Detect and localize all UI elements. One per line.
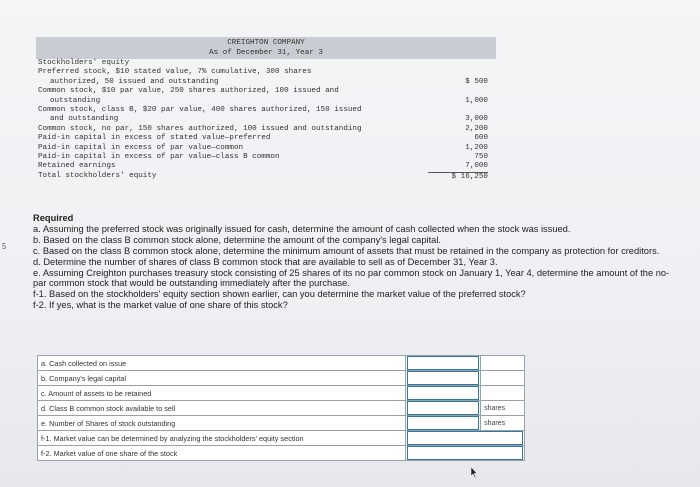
row-label: authorized, 50 issued and outstanding (50, 77, 219, 86)
row-label: Preferred stock, $10 stated value, 7% cumulative, 300 shares (38, 68, 312, 77)
row-label: Common stock, $10 par value, 250 shares authorized, 100 issued and (38, 87, 339, 96)
row-label: Total stockholders' equity (38, 171, 157, 180)
mouse-pointer-icon (470, 467, 478, 481)
answer-input[interactable] (407, 371, 479, 385)
statement-row (36, 162, 496, 171)
required-item-c: c. Based on the class B common stock alone, determine the minimum amount of assets that must be retained in the company as protection for creditors. (33, 245, 660, 256)
required-section (33, 213, 678, 311)
statement-row (36, 87, 496, 96)
answer-cell (406, 446, 525, 461)
statement-row (36, 115, 496, 124)
statement-row (36, 106, 496, 115)
row-amount: 2,200 (465, 124, 488, 133)
required-title: Required (33, 213, 74, 223)
statement-row (36, 68, 496, 77)
statement-row (36, 125, 496, 134)
statement-row (36, 153, 496, 162)
row-amount: 1,000 (465, 96, 488, 105)
answer-dropdown[interactable] (407, 431, 523, 445)
answer-row (38, 416, 525, 431)
statement-row (36, 134, 496, 143)
answer-unit (481, 386, 525, 401)
answer-label: f-2. Market value of one share of the stock (38, 446, 406, 461)
answer-input[interactable] (407, 386, 479, 400)
answer-cell (406, 431, 525, 446)
answer-label: c. Amount of assets to be retained (38, 386, 406, 401)
answer-unit: shares (481, 401, 525, 416)
row-label: Common stock, class B, $20 par value, 400 shares authorized, 150 issued (38, 106, 362, 115)
statement-row (36, 59, 496, 68)
edge-mark: 5 (2, 242, 7, 251)
answer-input[interactable] (407, 416, 479, 430)
statement-total-row (36, 172, 496, 181)
row-label: Stockholders' equity (38, 59, 130, 67)
row-amount: 1,200 (465, 143, 488, 152)
statement-row (36, 97, 496, 106)
answer-row (38, 371, 525, 386)
row-amount: 750 (474, 153, 488, 162)
answer-row (38, 446, 525, 461)
answer-row (38, 356, 525, 371)
statement-row (36, 144, 496, 153)
statement-row (36, 78, 496, 87)
answer-unit (481, 356, 525, 371)
answer-cell (406, 371, 481, 386)
company-name: CREIGHTON COMPANY (227, 39, 305, 47)
answer-table (37, 355, 525, 461)
row-amount: 600 (474, 134, 488, 143)
answer-label: f-1. Market value can be determined by analyzing the stockholders' equity section (38, 431, 406, 446)
row-amount: 7,000 (465, 162, 488, 171)
answer-unit: shares (481, 416, 525, 431)
statement-date: As of December 31, Year 3 (209, 49, 323, 57)
answer-label: b. Company's legal capital (38, 371, 406, 386)
row-label: and outstanding (50, 115, 119, 124)
answer-label: d. Class B common stock available to sell (38, 401, 406, 416)
answer-input[interactable] (407, 356, 479, 370)
required-item-d: d. Determine the number of shares of class B common stock that are available to sell as of December 31, Year 3. (33, 256, 498, 267)
answer-cell (406, 356, 481, 371)
required-item-b: b. Based on the class B common stock alone, determine the amount of the company's legal capital. (33, 234, 441, 245)
answer-label: e. Number of Shares of stock outstanding (38, 416, 406, 431)
answer-unit (481, 371, 525, 386)
required-item-f2: f-2. If yes, what is the market value of one share of this stock? (33, 300, 288, 311)
row-label: Paid-in capital in excess of stated value—preferred (38, 134, 271, 143)
row-label: Common stock, no par, 150 shares authorized, 100 issued and outstanding (38, 124, 362, 133)
row-amount: $ 500 (465, 77, 488, 86)
answer-row (38, 386, 525, 401)
required-item-e: e. Assuming Creighton purchases treasury stock consisting of 25 shares of its no par common stock on January 1, Year 4, determine the amount of the no-par common stock that would be outstanding immediately after the purchase. (33, 267, 670, 289)
answer-cell (406, 386, 481, 401)
required-item-f1: f-1. Based on the stockholders' equity section shown earlier, can you determine the market value of the preferred stock? (33, 289, 526, 300)
answer-label: a. Cash collected on issue (38, 356, 406, 371)
row-label: Paid-in capital in excess of par value—class B common (38, 153, 280, 162)
answer-row (38, 401, 525, 416)
row-amount: 3,000 (465, 115, 488, 124)
equity-statement (36, 37, 496, 181)
row-label: Paid-in capital in excess of par value—common (38, 143, 244, 152)
row-amount: $ 16,250 (428, 172, 488, 182)
required-item-a: a. Assuming the preferred stock was originally issued for cash, determine the amount of cash collected when the stock was issued. (33, 223, 571, 234)
row-label: outstanding (50, 96, 101, 105)
row-label: Retained earnings (38, 162, 116, 171)
statement-header (36, 37, 496, 59)
answer-input[interactable] (407, 401, 479, 415)
answer-input[interactable] (407, 446, 523, 460)
answer-cell (406, 416, 481, 431)
answer-cell (406, 401, 481, 416)
answer-row (38, 431, 525, 446)
